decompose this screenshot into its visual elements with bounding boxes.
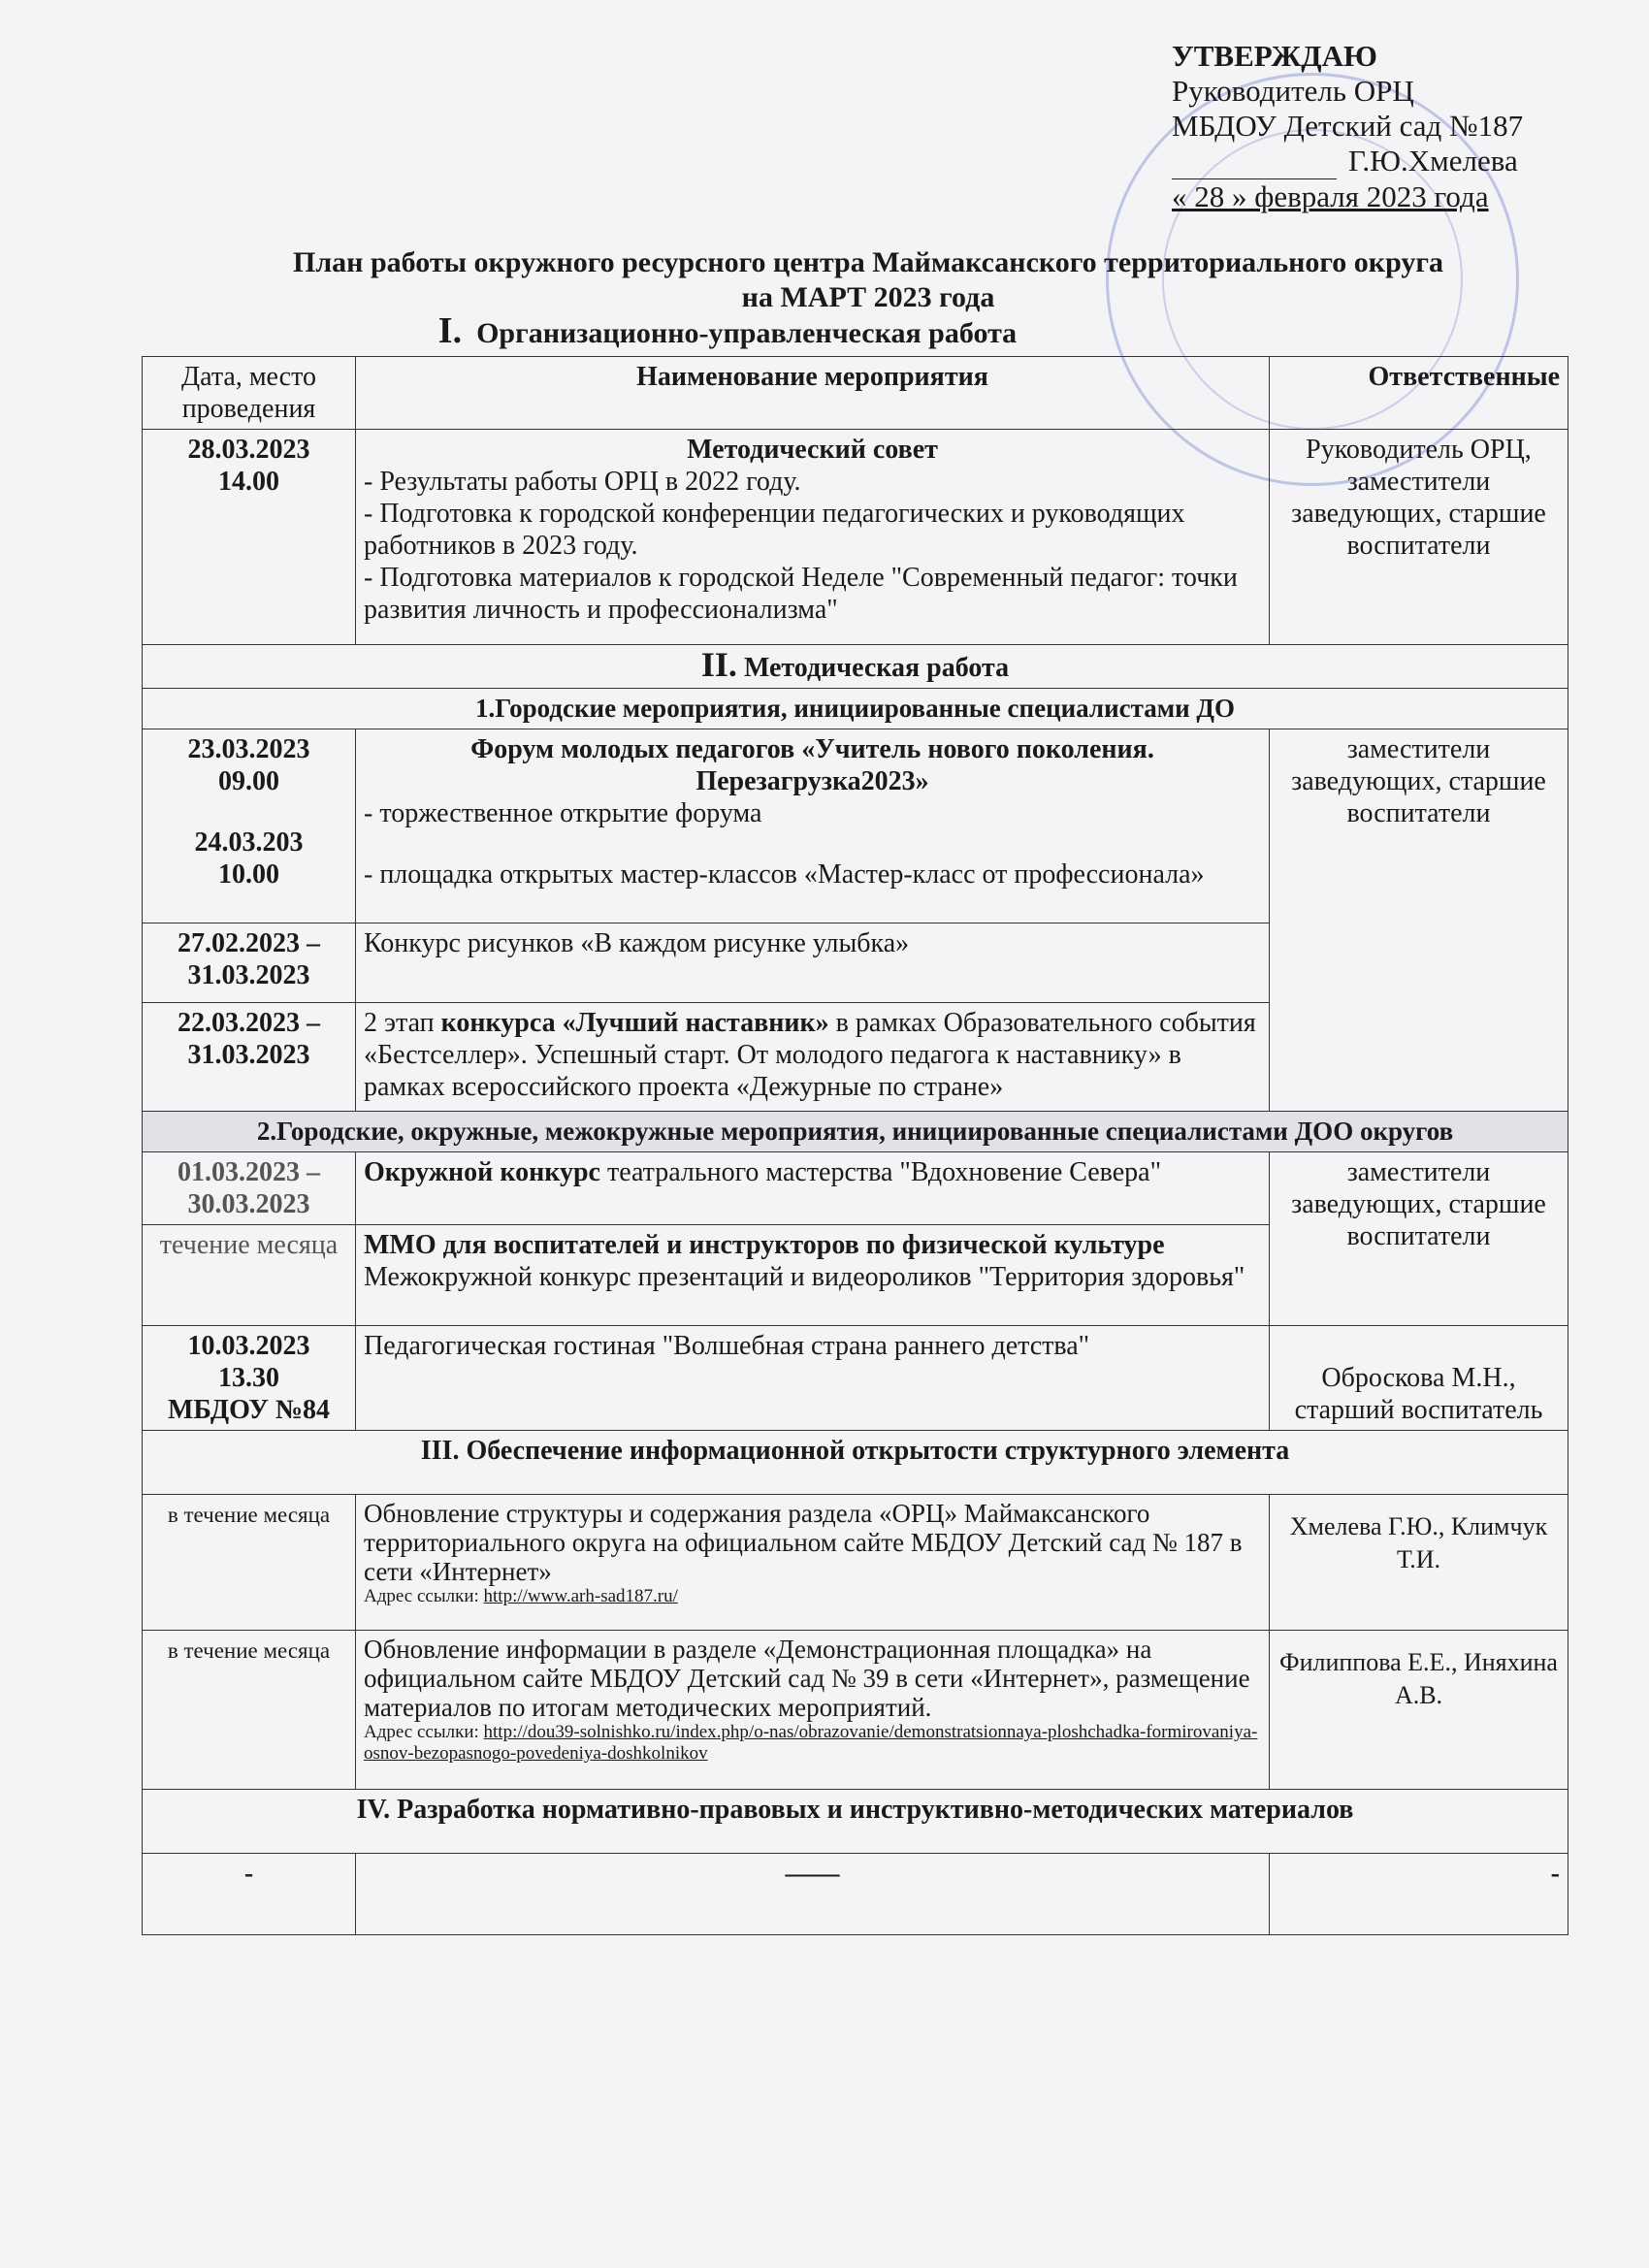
row-responsible: Руководитель ОРЦ, заместители заведующих, старшие воспитатели bbox=[1270, 430, 1568, 645]
subsection-1-heading: 1.Городские мероприятия, инициированные специалистами ДО bbox=[143, 689, 1568, 729]
row-event bbox=[356, 1495, 1270, 1631]
row-event bbox=[356, 729, 1270, 923]
event-text: Обновление структуры и содержания раздела «ОРЦ» Маймаксанского территориального округа на официальном сайте МБДОУ Детский сад № 187 в сети «Интернет» bbox=[364, 1499, 1243, 1586]
section-1-roman: I. bbox=[437, 310, 463, 351]
row-event bbox=[356, 1152, 1270, 1225]
approval-signature-line bbox=[1172, 144, 1618, 179]
list-item: - торжественное открытие форума bbox=[364, 798, 762, 828]
subsection-row bbox=[143, 689, 1568, 729]
row-event bbox=[356, 1631, 1270, 1790]
row-date: 27.02.2023 – 31.03.2023 bbox=[143, 923, 356, 1003]
row-responsible: - bbox=[1270, 1854, 1568, 1935]
date-value: 10.03.2023 bbox=[187, 1331, 310, 1361]
row-event bbox=[356, 1003, 1270, 1112]
approval-signer: Г.Ю.Хмелева bbox=[1348, 144, 1518, 178]
table-row bbox=[143, 1631, 1568, 1790]
link-label: Адрес ссылки: bbox=[364, 1722, 484, 1742]
row-responsible: Филиппова Е.Е., Иняхина А.В. bbox=[1270, 1631, 1568, 1790]
list-item: - площадка открытых мастер-классов «Мастер-класс от профессионала» bbox=[364, 859, 1205, 890]
section-2-title: Методическая работа bbox=[743, 653, 1010, 683]
row-date: в течение месяца bbox=[143, 1495, 356, 1631]
section-4-heading: IV. Разработка нормативно-правовых и инструктивно-методических материалов bbox=[143, 1790, 1568, 1854]
table-row bbox=[143, 430, 1568, 645]
list-item: - Подготовка материалов к городской Неделе "Современный педагог: точки развития личность и профессионализма" bbox=[364, 563, 1238, 625]
table-row bbox=[143, 729, 1568, 923]
approval-heading: УТВЕРЖДАЮ bbox=[1172, 39, 1377, 73]
date-value: 28.03.2023 bbox=[187, 435, 310, 465]
event-title: Методический совет bbox=[687, 435, 938, 465]
plan-subtitle: на МАРТ 2023 года bbox=[741, 281, 995, 313]
row-event: —— bbox=[356, 1854, 1270, 1935]
section-2-roman: II. bbox=[700, 645, 737, 684]
date-value: 23.03.2023 bbox=[187, 734, 310, 764]
event-title: Форум молодых педагогов «Учитель нового поколения. Перезагрузка2023» bbox=[470, 734, 1154, 796]
section-row bbox=[143, 1431, 1568, 1495]
plan-table bbox=[142, 356, 1568, 1935]
approval-organization: МБДОУ Детский сад №187 bbox=[1172, 109, 1524, 143]
section-row bbox=[143, 645, 1568, 689]
row-responsible: заместители заведующих, старшие воспитатели bbox=[1270, 1152, 1568, 1326]
row-event bbox=[356, 1225, 1270, 1326]
section-1-title: Организационно-управленческая работа bbox=[476, 317, 1018, 349]
subsection-2-heading: 2.Городские, окружные, межокружные мероприятия, инициированные специалистами ДОО округов bbox=[143, 1112, 1568, 1152]
site-link[interactable]: http://dou39-solnishko.ru/index.php/o-nas/obrazovanie/demonstratsionnaya-ploshchadka-formirovaniya-osnov-bezopasnogo-povedeniya-doshkolnikov bbox=[364, 1722, 1258, 1764]
plan-title: План работы окружного ресурсного центра Маймаксанского территориального округа bbox=[293, 246, 1443, 278]
link-line bbox=[364, 1586, 1261, 1607]
event-prefix: 2 этап bbox=[364, 1008, 441, 1038]
row-date: - bbox=[143, 1854, 356, 1935]
table-row bbox=[143, 1152, 1568, 1225]
row-date: 01.03.2023 – 30.03.2023 bbox=[143, 1152, 356, 1225]
row-date: течение месяца bbox=[143, 1225, 356, 1326]
event-bold: конкурса «Лучший наставник» bbox=[440, 1008, 829, 1038]
time-value: 10.00 bbox=[218, 859, 279, 890]
list-item: - Результаты работы ОРЦ в 2022 году. bbox=[364, 467, 801, 497]
event-text: в рамках Образовательного события «Бестселлер». Успешный старт. От молодого педагога к наставнику» в рамках всероссийского проекта «Дежурные по стране» bbox=[364, 1008, 1256, 1102]
section-1-heading bbox=[146, 310, 1310, 351]
row-event: Педагогическая гостиная "Волшебная страна раннего детства" bbox=[356, 1326, 1270, 1431]
header-responsible: Ответственные bbox=[1270, 357, 1568, 430]
approval-date: « 28 » февраля 2023 года bbox=[1172, 179, 1489, 213]
section-3-heading: III. Обеспечение информационной открытости структурного элемента bbox=[143, 1431, 1568, 1495]
row-responsible: Хмелева Г.Ю., Климчук Т.И. bbox=[1270, 1495, 1568, 1631]
row-event: Конкурс рисунков «В каждом рисунке улыбка» bbox=[356, 923, 1270, 1003]
approval-position: Руководитель ОРЦ bbox=[1172, 74, 1414, 108]
row-responsible: Оброскова М.Н., старший воспитатель bbox=[1270, 1326, 1568, 1431]
row-date: 22.03.2023 – 31.03.2023 bbox=[143, 1003, 356, 1112]
row-date bbox=[143, 430, 356, 645]
table-header-row bbox=[143, 357, 1568, 430]
place-value: МБДОУ №84 bbox=[167, 1395, 331, 1425]
section-2-heading bbox=[143, 645, 1568, 689]
time-value: 14.00 bbox=[218, 467, 279, 497]
header-name: Наименование мероприятия bbox=[356, 357, 1270, 430]
event-bold: Окружной конкурс bbox=[364, 1157, 600, 1187]
header-date: Дата, место проведения bbox=[143, 357, 356, 430]
row-date bbox=[143, 1326, 356, 1431]
time-value: 13.30 bbox=[218, 1363, 279, 1393]
table-row bbox=[143, 1854, 1568, 1935]
section-row bbox=[143, 1790, 1568, 1854]
site-link[interactable]: http://www.arh-sad187.ru/ bbox=[483, 1586, 678, 1606]
signature-icon bbox=[1172, 144, 1337, 179]
list-item: - Подготовка к городской конференции педагогических и руководящих работников в 2023 году. bbox=[364, 499, 1185, 561]
row-date: в течение месяца bbox=[143, 1631, 356, 1790]
approval-block bbox=[1172, 39, 1618, 214]
link-line bbox=[364, 1722, 1261, 1765]
event-text: театрального мастерства "Вдохновение Севера" bbox=[599, 1157, 1162, 1187]
row-date bbox=[143, 729, 356, 923]
time-value: 09.00 bbox=[218, 766, 279, 796]
table-row bbox=[143, 1495, 1568, 1631]
date-value: 24.03.203 bbox=[194, 827, 304, 858]
table-row bbox=[143, 1326, 1568, 1431]
event-title: ММО для воспитателей и инструкторов по физической культуре bbox=[364, 1230, 1165, 1260]
row-responsible: заместители заведующих, старшие воспитатели bbox=[1270, 729, 1568, 1112]
subsection-row bbox=[143, 1112, 1568, 1152]
link-label: Адрес ссылки: bbox=[364, 1586, 484, 1606]
event-text: Межокружной конкурс презентаций и видеороликов "Территория здоровья" bbox=[364, 1262, 1245, 1292]
row-event bbox=[356, 430, 1270, 645]
event-text: Обновление информации в разделе «Демонстрационная площадка» на официальном сайте МБДОУ Детский сад № 39 в сети «Интернет», размещение материалов по итогам методических мероприятий. bbox=[364, 1635, 1250, 1722]
